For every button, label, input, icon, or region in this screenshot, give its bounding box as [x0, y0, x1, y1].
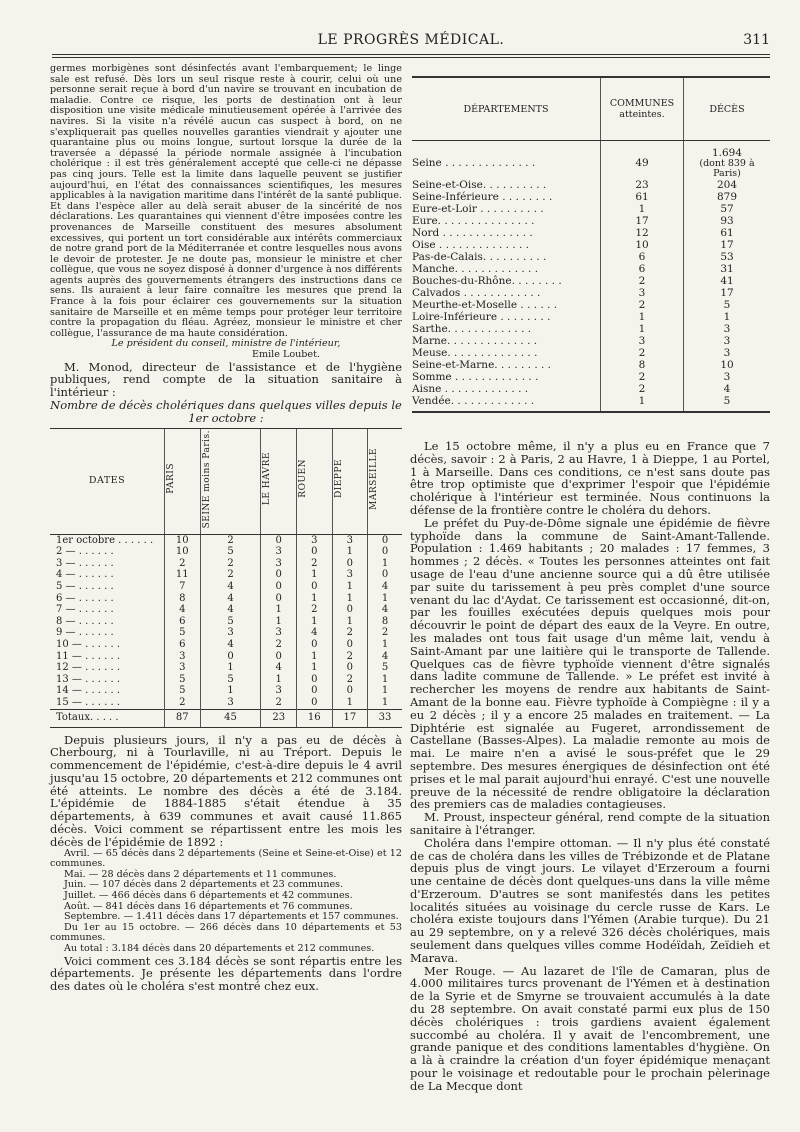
value-cell: 8 — [165, 593, 201, 605]
total-cell: 16 — [297, 709, 333, 727]
table-row — [412, 347, 770, 359]
value-cell: 2 — [368, 627, 402, 639]
communes-cell: 8 — [601, 359, 684, 371]
value-cell: 1 — [368, 593, 402, 605]
value-cell: 2 — [297, 604, 333, 616]
value-cell: 2 — [165, 697, 201, 709]
department-cell: Nord . . . . . . . . . . . . . . — [412, 227, 533, 239]
paragraph: germes morbigènes sont désinfectés avant l'embarquement; le linge sale est refusé. Dès lors un seul risque reste à courir, celui où une personne serait reçue à bord d'un navire se trouvant en incubation de maladie. Contre ce risque, les ports de destination ont à leur disposition une visite médicale minutieusement opérée à l'arrivée des navires. Si la visite n'a révélé aucun cas suspect à bord, on ne s'expliquerait pas quelles nouvelles garanties viendrait y ajouter une quarantaine plus ou moins longue, surtout lorsque la durée de la traversée a dépassé la période normale assignée à l'incubation cholérique : il est très généralement accepté que celle-ci ne dépasse pas cinq jours. Telle est la limite dans laquelle peuvent se justifier aujourd'hui, en l'état des connaissances scientifiques, les mesures applicables à la navigation maritime dans l'intérêt de la santé publique. Et dans l'espèce aller au delà serait abuser de la sincérité de nos déclarations. Les quarantaines qui viennent d'être imposées contre les provenances de Marseille constituent des mesures absolument excessives, qui portent un tort considérable aux intérêts commerciaux de notre grand port de la Méditerranée et contre lesquelles nous avons le devoir de protester. Je ne doute pas, monsieur le ministre et cher collègue, que vous ne soyez disposé à donner d'urgence à nos différents agents auprès des gouvernements étrangers des instructions dans ce sens. Ils auraient à leur faire connaître les mesures que prend la France à la fois pour éclairer ces gouvernements sur la situation sanitaire de Marseille et en même temps pour protéger leur territoire contre la propagation du fléau. Agréez, monsieur le ministre et cher collègue, l'assurance de ma haute considération. — [50, 63, 402, 339]
department-cell: Meuse. . . . . . . . . . . . . . — [412, 347, 538, 359]
deaths-cell: 4 — [684, 383, 771, 395]
communes-cell: 6 — [601, 263, 684, 275]
date-cell: 14 — . . . . . . — [56, 685, 121, 697]
value-cell: 1 — [297, 616, 333, 628]
communes-cell: 2 — [601, 383, 684, 395]
value-cell: 4 — [200, 593, 261, 605]
month-entry: Du 1er au 15 octobre. — 266 décès dans 10 départements et 53 communes. — [50, 921, 402, 944]
value-cell: 0 — [332, 558, 368, 570]
communes-cell: 2 — [601, 371, 684, 383]
table-row — [412, 227, 770, 239]
deaths-cell: 204 — [684, 179, 771, 191]
date-cell: 13 — . . . . . . — [56, 673, 121, 685]
column-header: MARSEILLE — [368, 428, 402, 534]
table-row — [50, 604, 402, 616]
table-row — [50, 558, 402, 570]
value-cell: 0 — [332, 685, 368, 697]
value-cell: 4 — [368, 581, 402, 593]
value-cell: 5 — [165, 685, 201, 697]
right-column — [410, 440, 770, 1093]
value-cell: 0 — [261, 569, 297, 581]
month-entry: Au total : 3.184 décès dans 20 départements et 212 communes. — [64, 943, 375, 955]
value-cell: 2 — [200, 558, 261, 570]
department-cell: Eure. . . . . . . . . . . . . . . — [412, 215, 535, 227]
total-cell: 33 — [368, 709, 402, 727]
deaths-cell: 1.694 (dont 839 à Paris) — [684, 141, 771, 180]
value-cell: 0 — [368, 569, 402, 581]
department-cell: Oise . . . . . . . . . . . . . . — [412, 239, 530, 251]
value-cell: 1 — [368, 639, 402, 651]
table-header-row — [50, 428, 402, 534]
value-cell: 0 — [261, 651, 297, 663]
value-cell: 0 — [368, 534, 402, 546]
column-header: DÉCÈS — [684, 77, 771, 141]
value-cell: 5 — [200, 674, 261, 686]
value-cell: 4 — [165, 604, 201, 616]
department-cell: Loire-Inférieure . . . . . . . . — [412, 311, 551, 323]
value-cell: 3 — [261, 627, 297, 639]
value-cell: 3 — [165, 651, 201, 663]
deaths-cell: 41 — [684, 275, 771, 287]
department-cell: Seine-Inférieure . . . . . . . . — [412, 191, 553, 203]
value-cell: 0 — [297, 546, 333, 558]
table-row — [50, 685, 402, 697]
communes-cell: 10 — [601, 239, 684, 251]
value-cell: 11 — [165, 569, 201, 581]
value-cell: 1 — [297, 569, 333, 581]
department-cell: Bouches-du-Rhône. . . . . . . . — [412, 275, 562, 287]
paragraph: M. Proust, inspecteur général, rend compte de la situation sanitaire à l'étranger. — [410, 810, 770, 837]
table-row — [412, 371, 770, 383]
header-rule-2 — [52, 57, 770, 58]
table-row — [412, 311, 770, 323]
month-entry: Août. — 841 décès dans 16 départements et 76 communes. — [64, 900, 353, 912]
deaths-cell: 3 — [684, 335, 771, 347]
total-row — [50, 709, 402, 727]
value-cell: 1 — [332, 581, 368, 593]
value-cell: 1 — [297, 593, 333, 605]
value-cell: 0 — [332, 662, 368, 674]
deaths-cell: 3 — [684, 347, 771, 359]
journal-title: LE PROGRÈS MÉDICAL. — [317, 32, 505, 48]
table-row — [412, 191, 770, 203]
value-cell: 2 — [332, 651, 368, 663]
deaths-by-city-table — [50, 428, 402, 728]
table-row — [412, 251, 770, 263]
month-entry: Juillet. — 466 décès dans 6 départements et 42 communes. — [64, 890, 353, 902]
signature-name: Emile Loubet. — [251, 349, 320, 361]
column-header: DATES — [50, 428, 165, 534]
value-cell: 0 — [261, 581, 297, 593]
date-cell: 4 — . . . . . . — [56, 569, 114, 581]
table-row — [50, 546, 402, 558]
communes-cell: 49 — [601, 141, 684, 180]
total-label: Totaux. . . . . — [50, 709, 165, 727]
column-header: LE HAVRE — [261, 428, 297, 534]
value-cell: 2 — [297, 558, 333, 570]
date-cell: 12 — . . . . . . — [56, 662, 121, 674]
value-cell: 2 — [332, 627, 368, 639]
left-column — [50, 64, 402, 993]
date-cell: 8 — . . . . . . — [56, 615, 114, 627]
value-cell: 3 — [261, 558, 297, 570]
month-entry: Mai. — 28 décès dans 2 départements et 11 communes. — [64, 868, 337, 880]
value-cell: 7 — [165, 581, 201, 593]
value-cell: 2 — [165, 558, 201, 570]
deaths-cell: 17 — [684, 239, 771, 251]
value-cell: 5 — [200, 546, 261, 558]
date-cell: 7 — . . . . . . — [56, 604, 114, 616]
deaths-cell: 5 — [684, 395, 771, 412]
column-header: ROUEN — [297, 428, 333, 534]
department-cell: Vendée. . . . . . . . . . . . . — [412, 395, 601, 412]
deaths-cell: 57 — [684, 203, 771, 215]
page-header — [52, 32, 770, 54]
communes-cell: 3 — [601, 335, 684, 347]
table-row — [50, 674, 402, 686]
month-entry: Juin. — 107 décès dans 2 départements et 23 communes. — [64, 879, 344, 891]
communes-cell: 2 — [601, 299, 684, 311]
deaths-cell: 17 — [684, 287, 771, 299]
table-row — [50, 593, 402, 605]
departments-table — [412, 76, 770, 413]
value-cell: 1 — [332, 616, 368, 628]
department-cell: Meurthe-et-Moselle . . . . . . — [412, 299, 558, 311]
table-row — [412, 395, 770, 412]
header-rule — [52, 54, 770, 55]
department-cell: Aisne . . . . . . . . . . . . . — [412, 383, 529, 395]
department-cell: Seine-et-Marne. . . . . . . . . — [412, 359, 552, 371]
column-header: COMMUNES atteintes. — [601, 77, 684, 141]
value-cell: 0 — [332, 639, 368, 651]
total-cell: 23 — [261, 709, 297, 727]
date-cell: 2 — . . . . . . — [56, 546, 114, 558]
paragraph: Voici comment ces 3.184 décès se sont répartis entre les départements. Je présente les départements dans l'ordre des dates où le choléra s'est montré chez eux. — [50, 953, 402, 994]
table-row — [412, 383, 770, 395]
value-cell: 1 — [200, 662, 261, 674]
table-row — [412, 299, 770, 311]
value-cell: 4 — [200, 581, 261, 593]
date-cell: 11 — . . . . . . — [56, 650, 121, 662]
value-cell: 8 — [368, 616, 402, 628]
value-cell: 1 — [368, 697, 402, 709]
department-cell: Somme . . . . . . . . . . . . . — [412, 371, 539, 383]
communes-cell: 12 — [601, 227, 684, 239]
value-cell: 1 — [200, 685, 261, 697]
communes-cell: 61 — [601, 191, 684, 203]
department-cell: Seine-et-Oise. . . . . . . . . . — [412, 179, 547, 191]
value-cell: 1 — [297, 651, 333, 663]
value-cell: 0 — [297, 674, 333, 686]
table-caption: Nombre de décès cholériques dans quelques villes depuis le 1er octobre : — [50, 398, 402, 425]
total-cell: 87 — [165, 709, 201, 727]
value-cell: 3 — [261, 546, 297, 558]
value-cell: 5 — [200, 616, 261, 628]
deaths-cell: 3 — [684, 323, 771, 335]
value-cell: 4 — [200, 639, 261, 651]
column-header: DÉPARTEMENTS — [412, 77, 601, 141]
communes-cell: 1 — [601, 395, 684, 412]
table-row — [50, 639, 402, 651]
date-cell: 15 — . . . . . . — [56, 696, 121, 708]
value-cell: 0 — [297, 685, 333, 697]
table-row — [50, 651, 402, 663]
department-cell: Marne. . . . . . . . . . . . . . — [412, 335, 538, 347]
table-row — [50, 697, 402, 709]
value-cell: 1 — [368, 685, 402, 697]
value-cell: 2 — [332, 674, 368, 686]
value-cell: 4 — [297, 627, 333, 639]
value-cell: 3 — [165, 662, 201, 674]
date-cell: 9 — . . . . . . — [56, 627, 114, 639]
table-row — [412, 239, 770, 251]
deaths-cell: 5 — [684, 299, 771, 311]
value-cell: 4 — [368, 604, 402, 616]
table-body — [50, 534, 402, 727]
deaths-note: (dont 839 à Paris) — [699, 158, 755, 179]
value-cell: 3 — [332, 569, 368, 581]
value-cell: 3 — [200, 697, 261, 709]
communes-cell: 1 — [601, 203, 684, 215]
value-cell: 1 — [368, 558, 402, 570]
total-cell: 17 — [332, 709, 368, 727]
deaths-cell: 1 — [684, 311, 771, 323]
department-cell: Calvados . . . . . . . . . . . . — [412, 287, 541, 299]
table-row — [412, 179, 770, 191]
value-cell: 2 — [200, 534, 261, 546]
communes-cell: 3 — [601, 287, 684, 299]
value-cell: 1 — [261, 604, 297, 616]
date-cell: 3 — . . . . . . — [56, 557, 114, 569]
communes-cell: 1 — [601, 323, 684, 335]
value-cell: 2 — [200, 569, 261, 581]
month-entry: Septembre. — 1.411 décès dans 17 départements et 157 communes. — [64, 911, 399, 923]
value-cell: 1 — [332, 546, 368, 558]
value-cell: 0 — [368, 546, 402, 558]
value-cell: 3 — [332, 534, 368, 546]
deaths-cell: 31 — [684, 263, 771, 275]
value-cell: 1 — [332, 593, 368, 605]
paragraph: Mer Rouge. — Au lazaret de l'île de Camaran, plus de 4.000 militaires turcs provenant de l'Yémen et à destination de la Syrie et de Smyrne se trouvaient accumulés à la date du 28 septembre. On avait constaté parmi eux plus de 150 décès cholériques : trois gardiens avaient également succombé au choléra. Il y avait de l'encombrement, une grande panique et des conditions lamentables d'hygiène. On a là à craindre la création d'un foyer épidémique menaçant pour le voisinage et redoutable pour le prochain pèlerinage de La Mecque dont — [410, 963, 770, 1093]
value-cell: 0 — [297, 581, 333, 593]
value-cell: 0 — [200, 651, 261, 663]
department-cell: Sarthe. . . . . . . . . . . . . — [412, 323, 532, 335]
deaths-cell: 879 — [684, 191, 771, 203]
deaths-cell: 93 — [684, 215, 771, 227]
value-cell: 6 — [165, 639, 201, 651]
value-cell: 10 — [165, 546, 201, 558]
department-cell: Seine . . . . . . . . . . . . . . — [412, 157, 536, 169]
paragraph: Choléra dans l'empire ottoman. — Il n'y plus été constaté de cas de choléra dans les villes de Trébizonde et de Platane depuis plus de vingt jours. Le vilayet d'Erzeroum a fourni une centaine de décès dont quelques-uns dans la ville même d'Erzeroum. D'autres se sont manifestés dans les petites localités situées au voisinage du cercle russe de Kars. Le choléra existe toujours dans l'Yémen (Arabie turque). Du 21 au 29 septembre, on y a relevé 326 décès cholériques, mais seulement dans quelques villes comme Hodéïdah, Zeïdieh et Marava. — [410, 835, 770, 965]
value-cell: 1 — [368, 674, 402, 686]
communes-cell: 2 — [601, 347, 684, 359]
date-cell: 1er octobre . . . . . . — [56, 534, 154, 546]
date-cell: 5 — . . . . . . — [56, 580, 114, 592]
table-row — [412, 335, 770, 347]
value-cell: 2 — [261, 639, 297, 651]
table-body — [412, 141, 770, 413]
table-row — [412, 263, 770, 275]
signature-role: Le président du conseil, ministre de l'intérieur, — [111, 338, 341, 350]
communes-cell: 2 — [601, 275, 684, 287]
table-row — [50, 569, 402, 581]
deaths-cell: 10 — [684, 359, 771, 371]
paragraph: Depuis plusieurs jours, il n'y a pas eu de décès à Cherbourg, ni à Tourlaville, ni au Tréport. Depuis le commencement de l'épidémie, c'est-à-dire depuis le 4 avril jusqu'au 15 octobre, 20 départements et 212 communes ont été atteints. Le nombre des décès a été de 3.184. L'épidémie de 1884-1885 s'était étendue à 35 départements, à 639 communes et avait causé 11.865 décès. Voici comment se répartissent entre les mois les décès de l'épidémie de 1892 : — [50, 732, 402, 849]
value-cell: 0 — [261, 534, 297, 546]
value-cell: 3 — [297, 534, 333, 546]
deaths-cell: 53 — [684, 251, 771, 263]
value-cell: 1 — [332, 697, 368, 709]
table-row — [412, 215, 770, 227]
date-cell: 6 — . . . . . . — [56, 592, 114, 604]
value-cell: 10 — [165, 534, 201, 546]
table-row — [412, 359, 770, 371]
value-cell: 4 — [368, 651, 402, 663]
table-row — [50, 662, 402, 674]
value-cell: 1 — [261, 674, 297, 686]
table-row — [412, 275, 770, 287]
department-cell: Pas-de-Calais. . . . . . . . . . — [412, 251, 547, 263]
value-cell: 5 — [165, 674, 201, 686]
value-cell: 5 — [165, 627, 201, 639]
value-cell: 0 — [297, 697, 333, 709]
value-cell: 0 — [332, 604, 368, 616]
value-cell: 0 — [297, 639, 333, 651]
months-list — [50, 849, 402, 955]
value-cell: 1 — [261, 616, 297, 628]
value-cell: 3 — [200, 627, 261, 639]
table-row — [412, 141, 770, 180]
total-cell: 45 — [200, 709, 261, 727]
month-entry: Avril. — 65 décès dans 2 départements (Seine et Seine-et-Oise) et 12 communes. — [50, 847, 402, 870]
value-cell: 0 — [261, 593, 297, 605]
table-row — [412, 323, 770, 335]
value-cell: 4 — [261, 662, 297, 674]
table-header-row — [412, 77, 770, 141]
deaths-cell: 61 — [684, 227, 771, 239]
table-row — [50, 627, 402, 639]
table-row — [50, 534, 402, 546]
value-cell: 3 — [261, 685, 297, 697]
deaths-cell: 3 — [684, 371, 771, 383]
column-header: SEINE moins Paris. — [200, 428, 261, 534]
communes-cell: 23 — [601, 179, 684, 191]
value-cell: 4 — [200, 604, 261, 616]
date-cell: 10 — . . . . . . — [56, 638, 121, 650]
table-row — [50, 616, 402, 628]
department-cell: Eure-et-Loir . . . . . . . . . . — [412, 203, 544, 215]
value-cell: 6 — [165, 616, 201, 628]
communes-cell: 17 — [601, 215, 684, 227]
paragraph: Le 15 octobre même, il n'y a plus eu en France que 7 décès, savoir : 2 à Paris, 2 au Havre, 1 à Dieppe, 1 au Portel, 1 à Marseille. Dans ces conditions, ce n'est sans doute pas être trop optimiste que d'exprimer l'espoir que l'épidémie cholérique à l'intérieur est terminée. Nous continuons la défense de la frontière contre le choléra du dehors. — [410, 439, 770, 517]
value-cell: 2 — [261, 697, 297, 709]
page-number: 311 — [743, 32, 770, 48]
department-cell: Manche. . . . . . . . . . . . . — [412, 263, 539, 275]
value-cell: 5 — [368, 662, 402, 674]
paragraph: M. Monod, directeur de l'assistance et de l'hygiène publiques, rend compte de la situation sanitaire à l'intérieur : — [50, 359, 402, 400]
paragraph: Le préfet du Puy-de-Dôme signale une épidémie de fièvre typhoïde dans la commune de Saint-Amant-Tallende. Population : 1.469 habitants ; 20 malades : 17 femmes, 3 hommes ; 2 décès. « Toutes les personnes atteintes ont fait usage de l'eau d'une ancienne source qui a dû être utilisée par suite du tarissement à peu près complet d'une source venant du lac d'Aydat. Ce tarissement est occasionné, dit-on, par les fouilles exécutées depuis quelques mois pour découvrir le point de départ des eaux de la Veyre. En outre, les malades ont tous fait usage d'un même lait, vendu à Saint-Amant par une laitière qui le transporte de Tallende. Quelques cas de fièvre typhoïde viennent d'être signalés dans ladite commune de Tallende. » Le préfet est invité à rechercher les moyens de rendre aux habitants de Saint-Amant de la bonne eau. Fièvre typhoïde à Compiègne : il y a eu 2 décès ; il y a encore 25 malades en traitement. — La Diphtérie est signalée au Fugeret, arrondissement de Castellane (Basses-Alpes). La maladie remonte au mois de mai. Le maire n'en a avisé le sous-préfet que le 29 septembre. Des mesures énergiques de désinfection ont été prises et le mal parait aujourd'hui enrayé. C'est une nouvelle preuve de la nécessité de rendre obligatoire la déclaration des premiers cas de maladies contagieuses. — [410, 515, 770, 812]
table-row — [412, 287, 770, 299]
column-header: PARIS — [165, 428, 201, 534]
column-header: DIEPPE — [332, 428, 368, 534]
communes-cell: 1 — [601, 311, 684, 323]
table-row — [412, 203, 770, 215]
value-cell: 1 — [297, 662, 333, 674]
table-row — [50, 581, 402, 593]
communes-cell: 6 — [601, 251, 684, 263]
